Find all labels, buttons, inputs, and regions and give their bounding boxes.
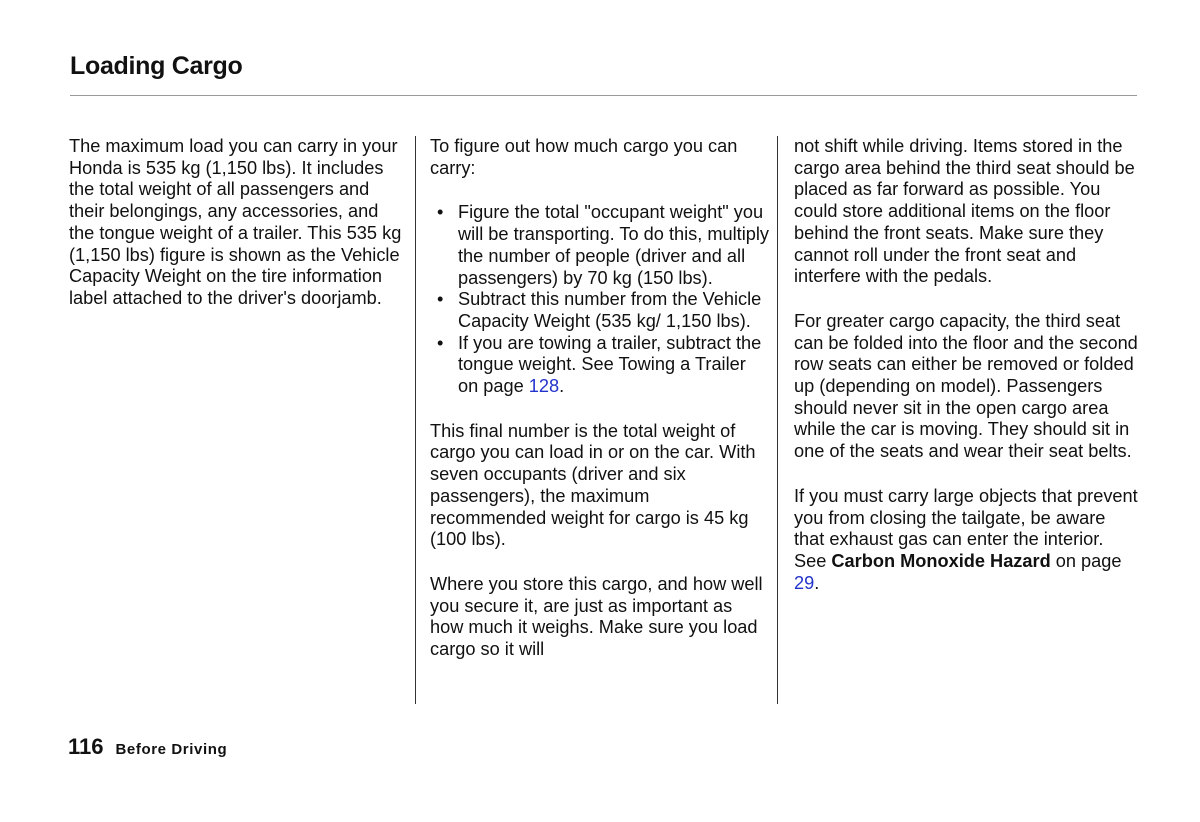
column-divider-left: [415, 136, 416, 704]
left-column: [69, 136, 404, 333]
cargo-calculation-steps: [430, 202, 770, 397]
column-divider-right: [777, 136, 778, 704]
bullet-icon: •: [437, 332, 444, 353]
right-column: [794, 136, 1139, 617]
page-number: 116: [68, 734, 104, 759]
page-title: Loading Cargo: [70, 52, 243, 80]
right-paragraph-third-seat: For greater cargo capacity, the third seat can be folded into the floor and the second row seats can either be removed or folded up (depending on model). Passengers should never sit in the open cargo area while the car is moving. They should sit in one of the seats and wear their seat belts.: [794, 310, 1138, 462]
list-item: [437, 202, 770, 289]
middle-paragraph-storage: Where you store this cargo, and how well you secure it, are just as important as how much it weighs. Make sure you load cargo so it will: [430, 573, 763, 660]
list-item: [437, 289, 770, 332]
bullet-text: Figure the total "occupant weight" you will be transporting. To do this, multiply the number of people (driver and all passengers) by 70 kg (150 lbs).: [458, 202, 770, 288]
list-item: [437, 333, 770, 398]
page-footer: [68, 734, 227, 760]
bullet-text: Subtract this number from the Vehicle Capacity Weight (535 kg/ 1,150 lbs).: [458, 289, 762, 331]
section-name: Before Driving: [115, 741, 228, 758]
middle-intro-paragraph: To figure out how much cargo you can carry:: [430, 136, 738, 178]
middle-paragraph-final-number: This final number is the total weight of cargo you can load in or on the car. With seven occupants (driver and six passengers), the maximum recommended weight for cargo is 45 kg (100 lbs).: [430, 420, 756, 550]
paragraph-text-middle: on page: [1050, 550, 1122, 571]
bullet-icon: •: [437, 289, 444, 310]
right-paragraph-storage-continued: not shift while driving. Items stored in the cargo area behind the third seat should be placed as far forward as possible. You could store additional items on the floor behind the front seats. Make sure they cannot roll under the front seat and interfere with the pedals.: [794, 136, 1135, 287]
title-rule: [70, 95, 1137, 96]
left-paragraph-max-load: The maximum load you can carry in your Honda is 535 kg (1,150 lbs). It includes the total weight of all passengers and their belongings, any accessories, and the tongue weight of a trailer. This 535 kg (1,150 lbs) figure is shown as the Vehicle Capacity Weight on the tire information label attached to the driver's doorjamb.: [69, 136, 402, 308]
paragraph-text: If you must carry large objects that prevent you from closing the tailgate, be aware that exhaust gas can enter the interior. See: [794, 485, 1138, 571]
right-paragraph-large-objects: [794, 486, 1139, 595]
bullet-text: If you are towing a trailer, subtract the tongue weight. See Towing a Trailer on page: [458, 332, 762, 397]
middle-column: [430, 136, 770, 684]
bullet-icon: •: [437, 202, 444, 223]
paragraph-text-end: .: [814, 572, 820, 593]
carbon-monoxide-reference: Carbon Monoxide Hazard: [831, 550, 1051, 571]
bullet-text-end: .: [559, 376, 565, 397]
page-link-29[interactable]: 29: [794, 572, 815, 593]
page-link-128[interactable]: 128: [528, 376, 560, 397]
